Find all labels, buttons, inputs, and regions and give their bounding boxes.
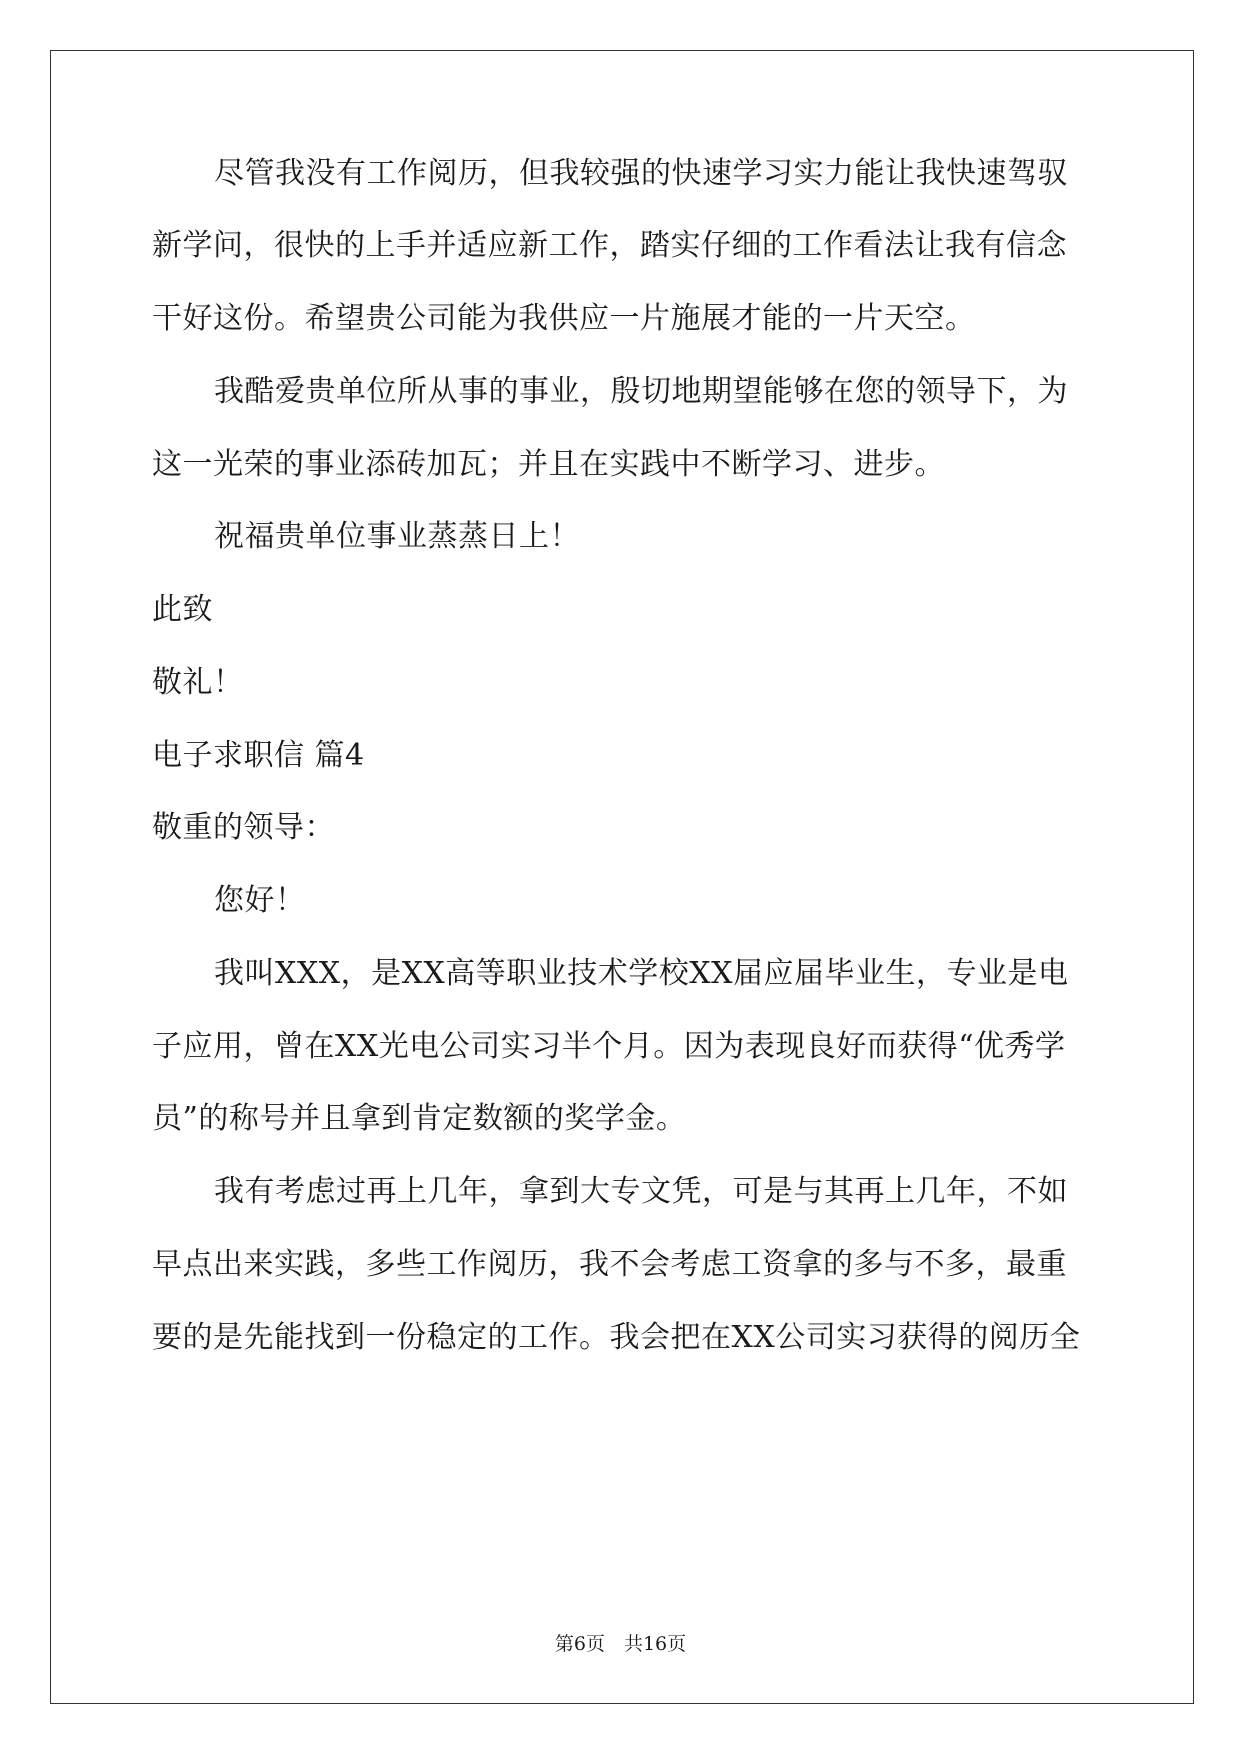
paragraph-line: 干好这份。希望贵公司能为我供应一片施展才能的一片天空。 <box>152 301 976 336</box>
page-border <box>50 50 1194 1704</box>
paragraph-line: 我叫XXX，是XX高等职业技术学校XX届应届毕业生，专业是电 <box>214 956 1069 991</box>
paragraph-line: 祝福贵单位事业蒸蒸日上！ <box>214 519 580 554</box>
paragraph-line: 新学问，很快的上手并适应新工作，踏实仔细的工作看法让我有信念 <box>152 228 1067 263</box>
section-heading: 电子求职信 篇4 <box>152 738 365 773</box>
salutation-line: 敬重的领导： <box>152 810 335 845</box>
paragraph-line: 这一光荣的事业添砖加瓦；并且在实践中不断学习、进步。 <box>152 447 945 482</box>
paragraph-line: 我酷爱贵单位所从事的事业，殷切地期望能够在您的领导下，为 <box>214 374 1068 409</box>
page-number: 第6页 共16页 <box>554 1633 687 1655</box>
greeting-line: 您好！ <box>214 883 306 918</box>
closing-line: 敬礼！ <box>152 665 244 700</box>
paragraph-line: 尽管我没有工作阅历，但我较强的快速学习实力能让我快速驾驭 <box>214 156 1068 191</box>
paragraph-line: 要的是先能找到一份稳定的工作。我会把在XX公司实习获得的阅历全 <box>152 1320 1081 1355</box>
paragraph-line: 员”的称号并且拿到肯定数额的奖学金。 <box>152 1101 687 1136</box>
paragraph-line: 我有考虑过再上几年，拿到大专文凭，可是与其再上几年，不如 <box>214 1174 1068 1209</box>
paragraph-line: 子应用，曾在XX光电公司实习半个月。因为表现良好而获得“优秀学 <box>152 1029 1066 1064</box>
paragraph-line: 早点出来实践，多些工作阅历，我不会考虑工资拿的多与不多，最重 <box>152 1247 1067 1282</box>
closing-line: 此致 <box>152 592 213 627</box>
